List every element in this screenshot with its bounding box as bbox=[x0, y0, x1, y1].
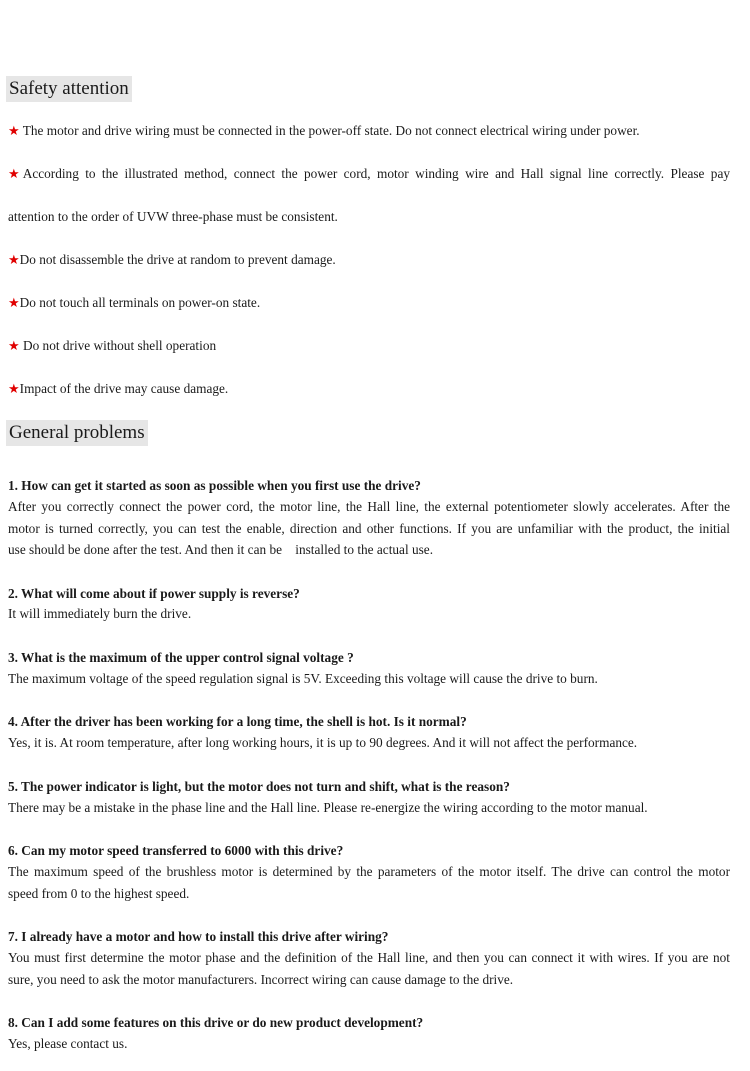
safety-item bbox=[8, 122, 730, 141]
faq-question: 1. How can get it started as soon as possible when you first use the drive? bbox=[8, 478, 421, 493]
safety-item bbox=[8, 165, 730, 184]
safety-item bbox=[8, 294, 730, 313]
faq-answer-line: After you correctly connect the power cord, the motor line, the Hall line, the external potentiometer slowly accelerates. After the bbox=[8, 499, 730, 514]
safety-item-text: According to the illustrated method, connect the power cord, motor winding wire and Hall signal line correctly. Please pay bbox=[22, 166, 731, 181]
safety-item bbox=[8, 337, 730, 356]
faq-question: 8. Can I add some features on this drive or do new product development? bbox=[8, 1015, 424, 1030]
faq-question: 4. After the driver has been working for a long time, the shell is hot. Is it normal? bbox=[8, 714, 467, 729]
red-star-icon: ★ bbox=[8, 382, 20, 397]
faq-answer-line: Yes, it is. At room temperature, after long working hours, it is up to 90 degrees. And it will not affect the performance. bbox=[8, 735, 638, 750]
faq-question: 2. What will come about if power supply is reverse? bbox=[8, 586, 300, 601]
safety-item-text: Do not drive without shell operation bbox=[19, 338, 217, 353]
safety-item-text: Do not touch all terminals on power-on state. bbox=[19, 295, 261, 310]
faq-answer-line: There may be a mistake in the phase line and the Hall line. Please re-energize the wiring according to the motor manual. bbox=[8, 800, 648, 815]
faq-answer-line: The maximum speed of the brushless motor is determined by the parameters of the motor itself. The drive can control the motor bbox=[8, 864, 730, 879]
red-star-icon: ★ bbox=[8, 339, 20, 354]
faq-question: 5. The power indicator is light, but the motor does not turn and shift, what is the reason? bbox=[8, 779, 510, 794]
faq-answer-line: sure, you need to ask the motor manufacturers. Incorrect wiring can cause damage to the drive. bbox=[8, 972, 514, 987]
red-star-icon: ★ bbox=[8, 253, 20, 268]
faq-question: 3. What is the maximum of the upper control signal voltage ? bbox=[8, 650, 354, 665]
faq-answer-line: speed from 0 to the highest speed. bbox=[8, 886, 190, 901]
faq-answer-line: use should be done after the test. And then it can be installed to the actual use. bbox=[8, 542, 434, 557]
safety-item-text: Do not disassemble the drive at random to prevent damage. bbox=[19, 252, 336, 267]
faq-answer-line: The maximum voltage of the speed regulation signal is 5V. Exceeding this voltage will cause the drive to burn. bbox=[8, 671, 598, 686]
faq-question: 7. I already have a motor and how to install this drive after wiring? bbox=[8, 929, 389, 944]
safety-item bbox=[8, 251, 730, 270]
red-star-icon: ★ bbox=[8, 296, 20, 311]
safety-item-text: Impact of the drive may cause damage. bbox=[19, 381, 229, 396]
safety-item-continuation: attention to the order of UVW three-phase must be consistent. bbox=[8, 209, 338, 224]
faq-answer-line: Yes, please contact us. bbox=[8, 1036, 128, 1051]
problems-section-title: General problems bbox=[6, 420, 148, 446]
safety-section-title: Safety attention bbox=[6, 76, 132, 102]
safety-item-text: The motor and drive wiring must be connected in the power-off state. Do not connect electrical wiring under power. bbox=[19, 123, 640, 138]
red-star-icon: ★ bbox=[8, 124, 20, 139]
faq-answer-line: You must first determine the motor phase and the definition of the Hall line, and then you can connect it with wires. If you are not bbox=[8, 950, 730, 965]
faq-question: 6. Can my motor speed transferred to 6000 with this drive? bbox=[8, 843, 344, 858]
red-star-icon: ★ bbox=[8, 167, 23, 182]
safety-item bbox=[8, 380, 730, 399]
faq-answer-line: motor is turned correctly, you can test the enable, direction and other functions. If you are unfamiliar with the product, the initial bbox=[8, 521, 730, 536]
faq-answer-line: It will immediately burn the drive. bbox=[8, 606, 192, 621]
